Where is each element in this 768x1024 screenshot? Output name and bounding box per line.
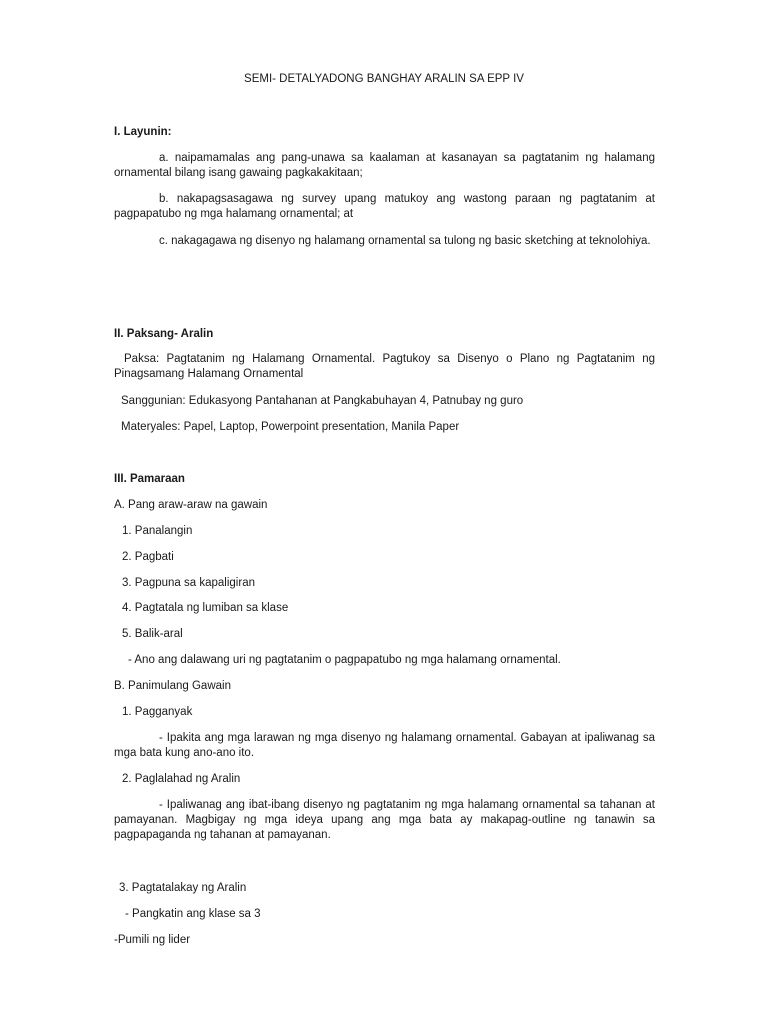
materyales-text: Materyales: Papel, Laptop, Powerpoint presentation, Manila Paper bbox=[121, 421, 460, 433]
list-item-panalangin: 1. Panalangin bbox=[122, 525, 193, 537]
pagtatalakay-detail-pangkatin: - Pangkatin ang klase sa 3 bbox=[125, 908, 261, 920]
objective-a: a. naipamamalas ang pang-unawa sa kaalaman at kasanayan sa pagtatanim ng halamang ornamental bilang isang gawaing pagkakakitaan; bbox=[114, 152, 655, 179]
list-item-pagpuna: 3. Pagpuna sa kapaligiran bbox=[122, 577, 255, 589]
section-heading-layunin: I. Layunin: bbox=[114, 126, 172, 138]
balik-aral-detail: - Ano ang dalawang uri ng pagtatanim o pagpapatubo ng mga halamang ornamental. bbox=[128, 654, 561, 666]
list-item-pagtatalakay: 3. Pagtatalakay ng Aralin bbox=[119, 882, 247, 894]
objective-b: b. nakapagsasagawa ng survey upang matukoy ang wastong paraan ng pagtatanim at pagpapatubo ng mga halamang ornamental; at bbox=[114, 193, 655, 220]
paksa-text: Paksa: Pagtatanim ng Halamang Ornamental. Pagtukoy sa Disenyo o Plano ng Pagtatanim ng Pinagsamang Halamang Ornamental bbox=[114, 353, 655, 380]
objective-c: c. nakagagawa ng disenyo ng halamang ornamental sa tulong ng basic sketching at teknolohiya. bbox=[159, 235, 651, 247]
list-item-pagbati: 2. Pagbati bbox=[122, 551, 174, 563]
list-item-pagtatala: 4. Pagtatala ng lumiban sa klase bbox=[122, 602, 289, 614]
section-heading-paksang-aralin: II. Paksang- Aralin bbox=[114, 328, 214, 340]
sanggunian-text: Sanggunian: Edukasyong Pantahanan at Pangkabuhayan 4, Patnubay ng guro bbox=[121, 395, 524, 407]
part-b-heading: B. Panimulang Gawain bbox=[114, 680, 231, 692]
list-item-paglalahad: 2. Paglalahad ng Aralin bbox=[122, 773, 241, 785]
pagganyak-detail: - Ipakita ang mga larawan ng mga disenyo ng halamang ornamental. Gabayan at ipaliwanag sa mga bata kung ano-ano ito. bbox=[114, 732, 655, 759]
document-title: SEMI- DETALYADONG BANGHAY ARALIN SA EPP IV bbox=[244, 73, 524, 85]
section-heading-pamaraan: III. Pamaraan bbox=[114, 473, 185, 485]
list-item-balik-aral: 5. Balik-aral bbox=[122, 628, 183, 640]
paglalahad-detail: - Ipaliwanag ang ibat-ibang disenyo ng pagtatanim ng mga halamang ornamental sa tahanan at pamayanan. Magbigay ng mga ideya upang ang mga bata ay makapag-outline ng tanawin sa pagpapaganda ng tahanan at pamayanan. bbox=[114, 799, 655, 841]
list-item-pagganyak: 1. Pagganyak bbox=[122, 706, 193, 718]
part-a-heading: A. Pang araw-araw na gawain bbox=[114, 499, 268, 511]
pagtatalakay-detail-lider: -Pumili ng lider bbox=[114, 934, 191, 946]
